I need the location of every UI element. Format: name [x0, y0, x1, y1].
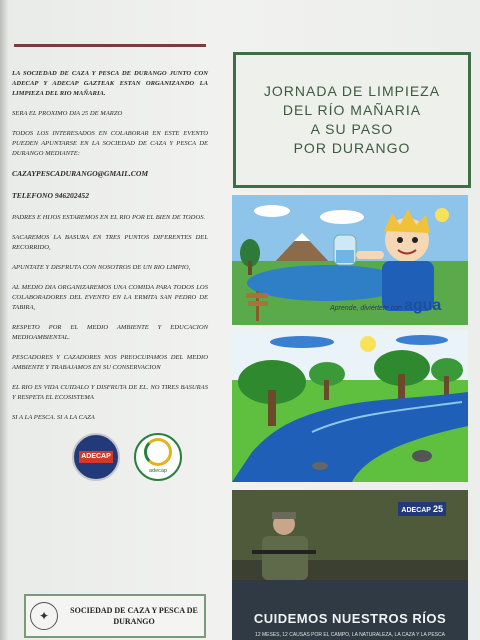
water-caption-big: agua: [403, 297, 442, 314]
invite-text: TODOS LOS INTERESADOS EN COLABORAR EN ESTE EVENTO PUEDEN APUNTARSE EN LA SOCIEDAD DE CAZA Y PESCA DE DURANGO MEDIANTE:: [12, 130, 208, 157]
phone-text: TELEFONO 946202452: [12, 191, 89, 200]
event-title-line1: JORNADA DE LIMPIEZA: [263, 83, 441, 99]
event-title: [264, 82, 440, 158]
river-illustration-svg: [232, 330, 468, 482]
event-title-line4: POR DURANGO: [293, 140, 411, 156]
water-education-illustration: [232, 195, 468, 325]
society-name-line2: DURANGO: [113, 617, 155, 626]
trash-text: SACAREMOS LA BASURA EN TRES PUNTOS DIFERENTES DEL RECORRIDO,: [12, 234, 208, 251]
gazteak-logo-label: adecap: [148, 468, 168, 474]
adecap-logo: [72, 433, 120, 481]
email-text: CAZAYPESCADURANGO@GMAIL.COM: [12, 169, 149, 178]
society-name: [64, 605, 204, 627]
enjoy-text: APUNTATE Y DISFRUTA CON NOSOTROS DE UN RIO LIMPIO,: [12, 264, 191, 271]
logos-row: [72, 433, 208, 481]
event-title-line3: A SU PASO: [310, 121, 394, 137]
rivers-campaign-poster: [232, 490, 468, 640]
event-title-line2: DEL RÍO MAÑARIA: [282, 102, 422, 118]
poster-subtitle: 12 MESES, 12 CAUSAS POR EL CAMPO, LA NATURALEZA, LA CAZA Y LA PESCA: [255, 632, 445, 638]
poster-title: CUIDEMOS NUESTROS RÍOS: [253, 611, 447, 626]
society-seal-icon: ✦: [30, 602, 58, 630]
respect-text: RESPETO POR EL MEDIO AMBIENTE Y EDUCACION MEDIOAMBIENTAL.: [12, 324, 208, 341]
intro-text: LA SOCIEDAD DE CAZA Y PESCA DE DURANGO JUNTO CON ADECAP Y ADECAP GAZTEAK ESTAN ORGANIZANDO LA LIMPIEZA DEL RIO MAÑARIA.: [12, 70, 208, 97]
rifle-icon: [252, 550, 316, 554]
left-column: [12, 44, 208, 481]
yes-text: SI A LA PESCA. SI A LA CAZA: [12, 414, 95, 421]
top-rule: [14, 44, 206, 47]
river-landscape-illustration: [232, 330, 468, 482]
water-caption-small: Aprende, diviértete con: [330, 305, 402, 312]
adecap-gazteak-logo: [134, 433, 182, 481]
society-name-line1: SOCIEDAD DE CAZA Y PESCA DE: [70, 606, 198, 615]
water-caption: [330, 297, 441, 315]
society-banner: [24, 594, 206, 638]
adecap-25-badge: [398, 502, 446, 516]
families-text: PADRES E HIJOS ESTAREMOS EN EL RIO POR EL BIEN DE TODOS.: [12, 214, 206, 221]
life-text: EL RIO ES VIDA CUIDALO Y DISFRUTA DE EL. NO TIRES BASURAS Y RESPETA EL ECOSISTEMA: [12, 384, 208, 401]
concern-text: PESCADORES Y CAZADORES NOS PREOCUPAMOS DEL MEDIO AMBIENTE Y TRABAJAMOS EN SU CONSERVACION: [12, 354, 208, 371]
event-title-box: [233, 52, 471, 188]
lunch-text: AL MEDIO DIA ORGANIZAREMOS UNA COMIDA PARA TODOS LOS COLABORADORES DEL EVENTO EN LA ERMITA SAN PEDRO DE TABIRA,: [12, 284, 208, 311]
rock-icon: [412, 450, 432, 462]
badge-number: 25: [432, 504, 443, 514]
sun-icon: [360, 336, 376, 352]
date-text: SERA EL PROXIMO DIA 25 DE MARZO: [12, 110, 123, 117]
sun-icon: [435, 208, 449, 222]
badge-label: ADECAP: [401, 507, 431, 514]
paper-fold: [0, 0, 8, 640]
adecap-logo-label: ADECAP: [79, 451, 113, 463]
hunter-body: [262, 536, 308, 580]
gazteak-ring-icon: [144, 438, 172, 466]
